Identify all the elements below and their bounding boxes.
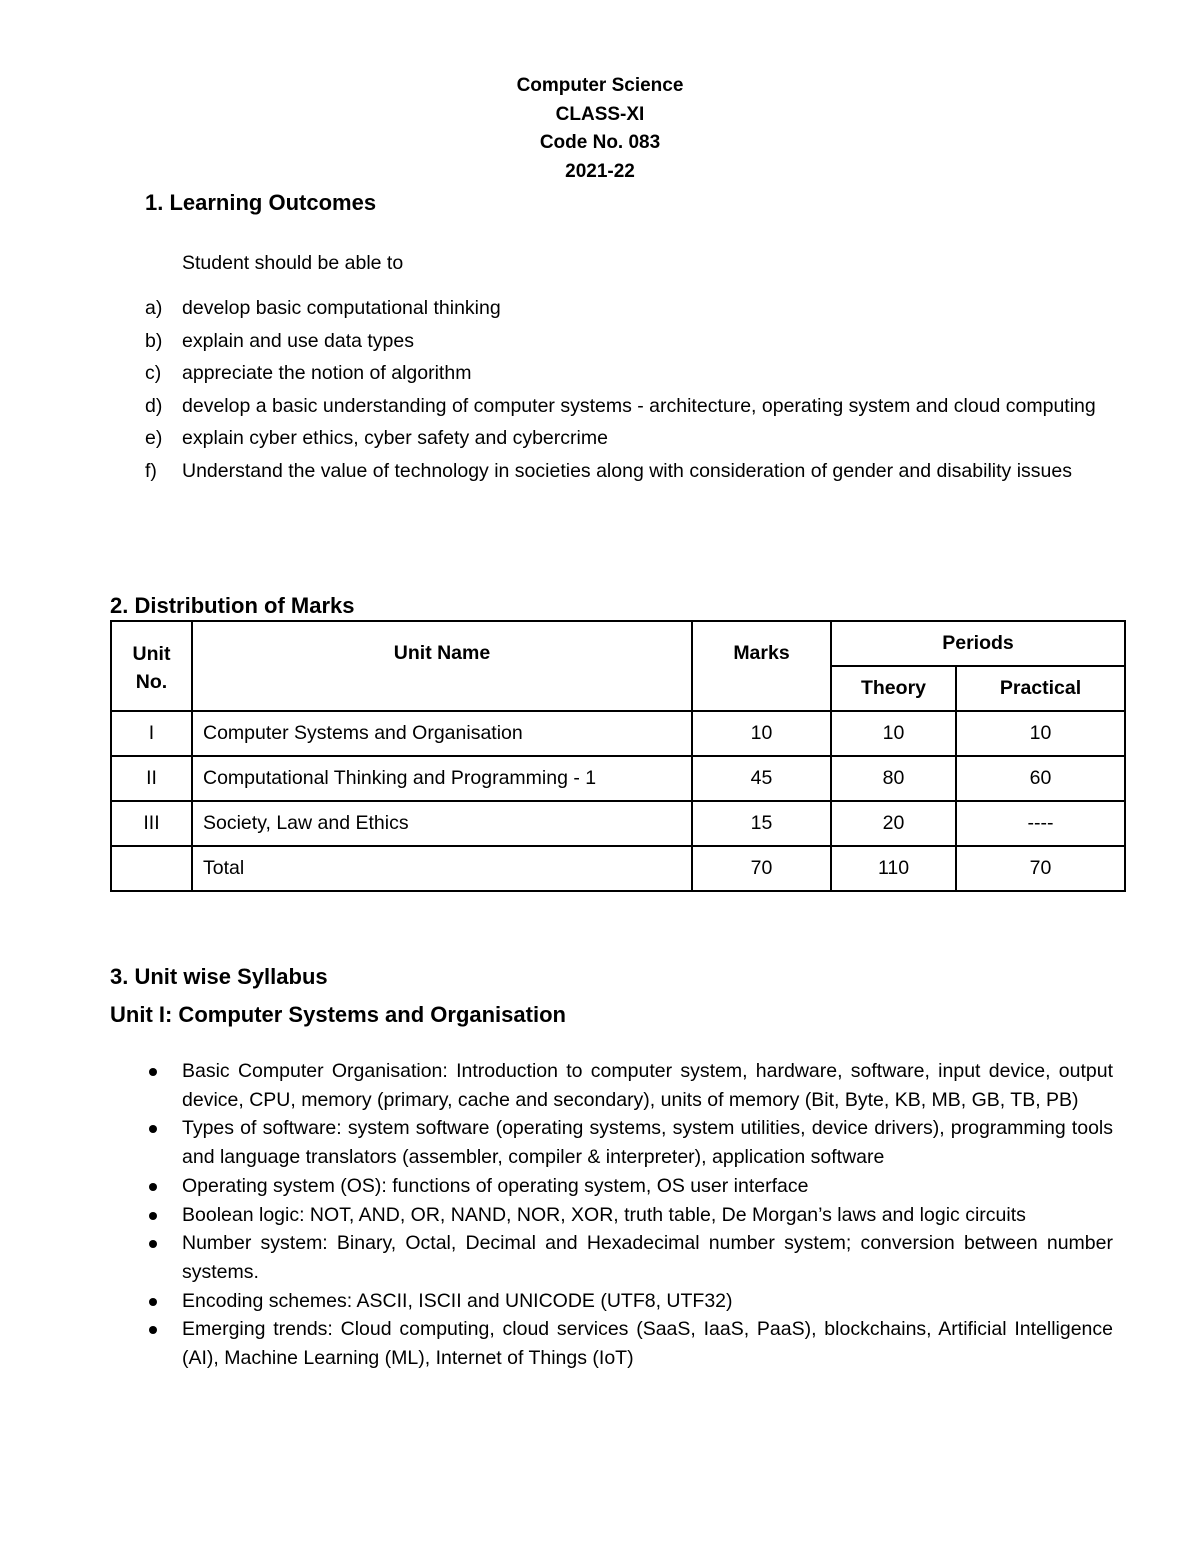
column-header-unit-name: Unit Name [192,621,692,711]
code-number: Code No. 083 [539,132,661,154]
cell-unit: II [111,756,192,801]
table-row [111,711,1125,756]
column-header-practical: Practical [956,666,1125,711]
list-marker: e) [145,427,163,449]
learning-outcomes-intro: Student should be able to [182,252,404,274]
class-title: CLASS-XI [555,103,645,125]
bullet-icon [149,1183,157,1191]
list-item [145,1057,1113,1114]
list-item-text: explain and use data types [182,329,415,352]
cell-practical: ---- [956,801,1125,846]
document-header [0,72,1200,187]
table-header-row [111,621,1125,666]
cell-unit-name: Computational Thinking and Programming - 1 [192,756,692,801]
list-item [145,1114,1113,1171]
cell-marks: 45 [692,756,831,801]
learning-outcomes-list [145,292,1113,487]
header-text: Unit [132,643,171,665]
list-item-text: Emerging trends: Cloud computing, cloud services (SaaS, IaaS, PaaS), blockchains, Artificial Intelligence (AI), Machine Learning (ML), Internet of Things (IoT) [182,1318,1113,1370]
bullet-icon [149,1240,157,1248]
list-marker: a) [145,297,163,319]
list-item [145,422,1113,455]
table-row [111,756,1125,801]
list-item-text: Basic Computer Organisation: Introduction to computer system, hardware, software, input device, output device, CPU, memory (primary, cache and secondary), units of memory (Bit, Byte, KB, MB, GB, TB, PB) [182,1060,1113,1111]
column-header-periods: Periods [831,621,1125,666]
list-item [145,390,1113,423]
list-item-text: Understand the value of technology in societies along with consideration of gender and disability issues [182,459,1072,482]
list-item [145,1315,1113,1372]
list-item [145,1201,1113,1230]
header-text: No. [135,671,168,693]
list-item-text: develop basic computational thinking [182,297,501,319]
column-header-unit-no [111,621,192,711]
section-learning-outcomes-title: 1. Learning Outcomes [145,190,377,215]
cell-unit [111,846,192,891]
subject-title: Computer Science [516,75,684,96]
list-item [145,1287,1113,1316]
list-item-text: Boolean logic: NOT, AND, OR, NAND, NOR, XOR, truth table, De Morgan’s laws and logic circuits [182,1203,1026,1226]
list-item [145,455,1113,488]
section-syllabus-title: 3. Unit wise Syllabus [110,964,328,989]
column-header-theory: Theory [831,666,956,711]
cell-unit: I [111,711,192,756]
list-item-text: Number system: Binary, Octal, Decimal and Hexadecimal number system; conversion between number systems. [182,1232,1113,1283]
bullet-icon [149,1068,157,1076]
cell-theory: 20 [831,801,956,846]
marks-distribution-table [110,620,1126,892]
cell-practical: 10 [956,711,1125,756]
bullet-icon [149,1298,157,1306]
table-row [111,801,1125,846]
cell-unit-name: Society, Law and Ethics [192,801,692,846]
list-item [145,292,1113,325]
list-marker: f) [145,459,157,482]
list-item [145,1172,1113,1201]
cell-theory: 110 [831,846,956,891]
bullet-icon [149,1326,157,1334]
cell-unit-name: Total [192,846,692,891]
unit1-title: Unit I: Computer Systems and Organisation [110,1002,566,1027]
list-item-text: appreciate the notion of algorithm [182,362,472,384]
bullet-icon [149,1125,157,1133]
cell-practical: 70 [956,846,1125,891]
cell-theory: 80 [831,756,956,801]
list-item [145,325,1113,358]
cell-marks: 70 [692,846,831,891]
list-item [145,1229,1113,1286]
cell-unit-name: Computer Systems and Organisation [192,711,692,756]
list-item-text: develop a basic understanding of computer systems - architecture, operating system and cloud computing [182,394,1096,417]
cell-unit: III [111,801,192,846]
list-item-text: Operating system (OS): functions of operating system, OS user interface [182,1174,809,1197]
list-marker: b) [145,329,163,352]
unit1-topic-list [145,1057,1113,1373]
cell-practical: 60 [956,756,1125,801]
table-total-row [111,846,1125,891]
academic-year: 2021-22 [565,161,635,183]
list-marker: d) [145,394,163,417]
list-item-text: Encoding schemes: ASCII, ISCII and UNICODE (UTF8, UTF32) [182,1289,733,1312]
list-item [145,357,1113,390]
bullet-icon [149,1212,157,1220]
list-item-text: explain cyber ethics, cyber safety and cybercrime [182,427,608,449]
list-item-text: Types of software: system software (operating systems, system utilities, device drivers), programming tools and language translators (assembler, compiler & interpreter), application software [182,1117,1113,1169]
section-distribution-title: 2. Distribution of Marks [110,593,355,618]
cell-marks: 10 [692,711,831,756]
cell-theory: 10 [831,711,956,756]
cell-marks: 15 [692,801,831,846]
column-header-marks: Marks [692,621,831,711]
list-marker: c) [145,362,162,384]
